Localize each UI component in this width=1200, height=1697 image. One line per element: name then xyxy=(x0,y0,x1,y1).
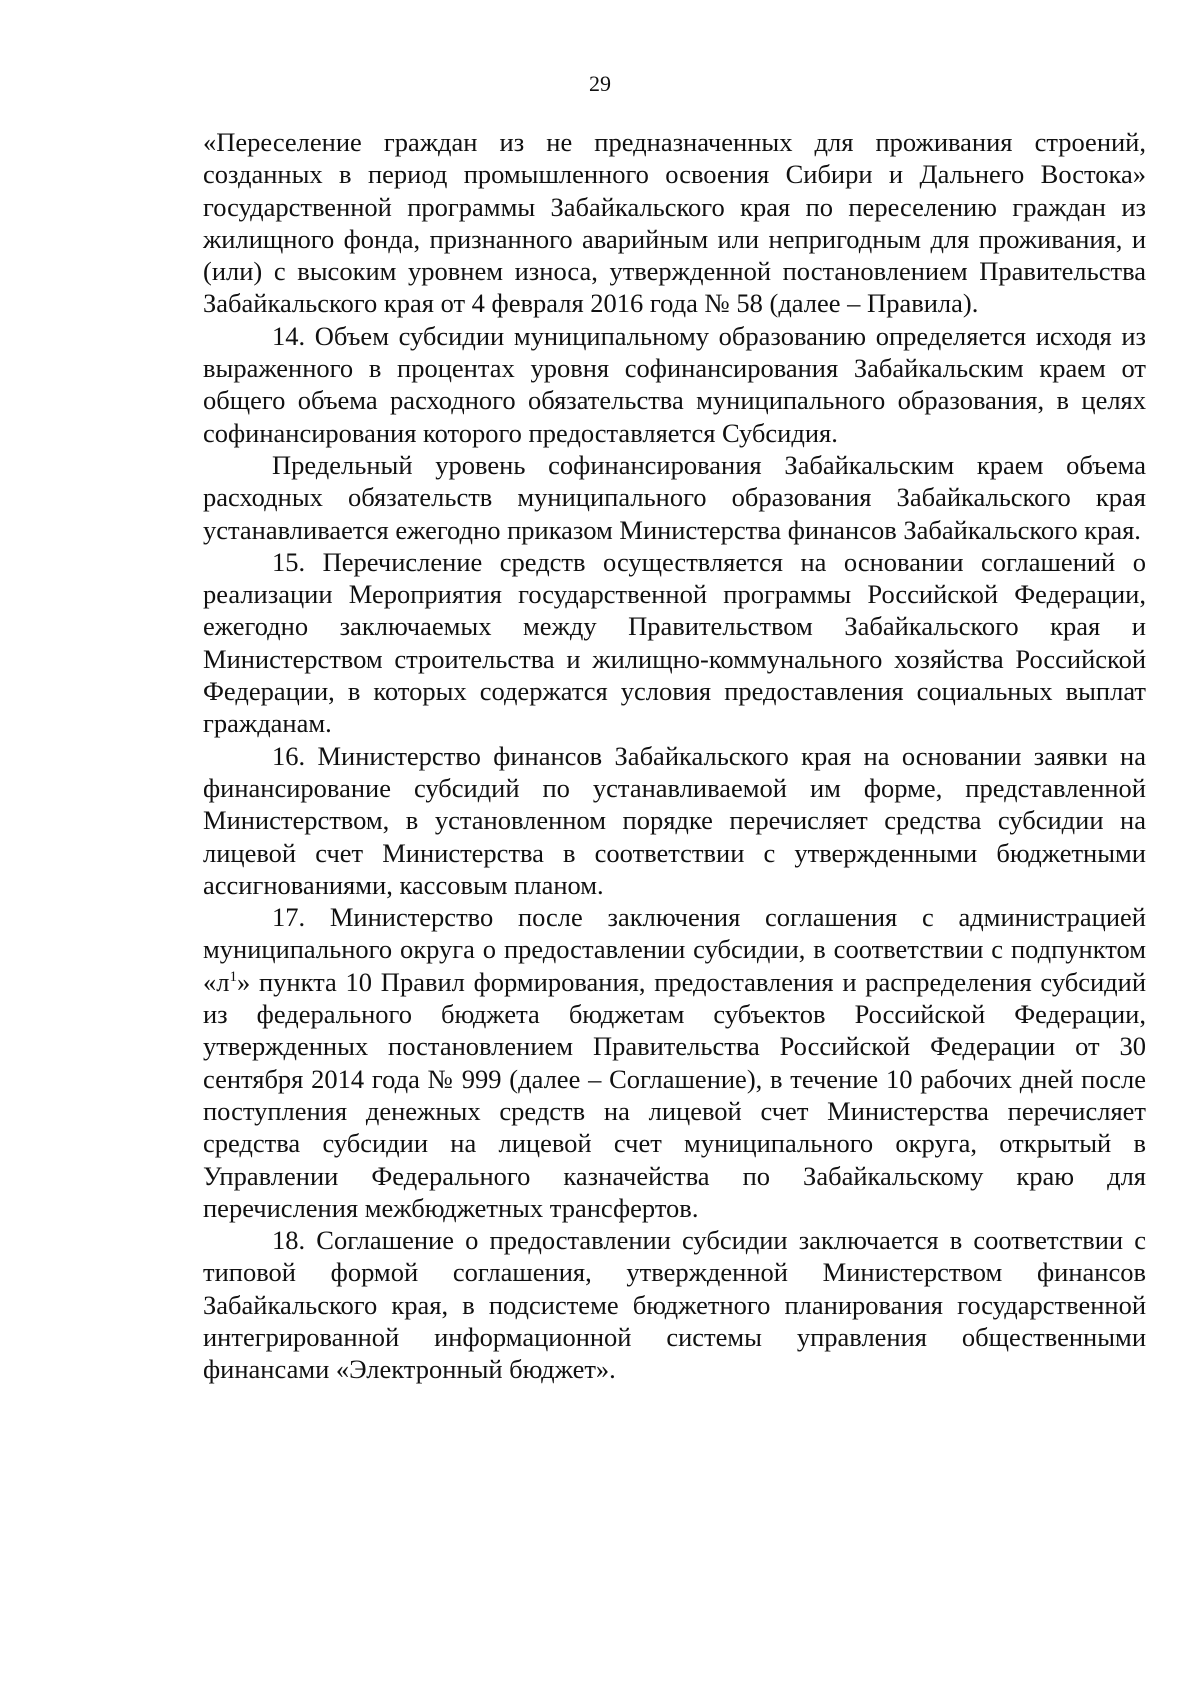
paragraph-item-18: 18. Соглашение о предоставлении субсидии заключается в соответствии с типовой формой соглашения, утвержденной Министерством финансов Забайкальского края, в подсистеме бюджетного планирования государственной интегрированной информационной системы управления общественными финансами «Электронный бюджет». xyxy=(203,1225,1146,1385)
paragraph-item-17-text-start: 17. Министерство после заключения соглашения с администрацией муниципального округа о предоставлении субсидии, в соответствии с подпунктом «л xyxy=(203,902,1146,997)
paragraph-item-17-text-end: » пункта 10 Правил формирования, предоставления и распределения субсидий из федерального бюджета бюджетам субъектов Российской Федерации, утвержденных постановлением Правительства Российской Федерации от 30 сентября 2014 года № 999 (далее – Соглашение), в течение 10 рабочих дней после поступления денежных средств на лицевой счет Министерства перечисляет средства субсидии на лицевой счет муниципального округа, открытый в Управлении Федерального казначейства по Забайкальскому краю для перечисления межбюджетных трансфертов. xyxy=(203,966,1146,1223)
paragraph-rules-continuation: «Переселение граждан из не предназначенных для проживания строений, созданных в период промышленного освоения Сибири и Дальнего Востока» государственной программы Забайкальского края по переселению граждан из жилищного фонда, признанного аварийным или непригодным для проживания, и (или) с высоким уровнем износа, утвержденной постановлением Правительства Забайкальского края от 4 февраля 2016 года № 58 (далее – Правила). xyxy=(203,127,1146,319)
paragraph-item-17 xyxy=(203,901,1146,1224)
superscript-marker: 1 xyxy=(229,968,237,985)
page-number: 29 xyxy=(589,71,611,96)
document-body xyxy=(203,126,1146,1386)
paragraph-item-14: 14. Объем субсидии муниципальному образованию определяется исходя из выраженного в процентах уровня софинансирования Забайкальским краем от общего объема расходного обязательства муниципального образования, в целях софинансирования которого предоставляется Субсидия. xyxy=(203,320,1146,448)
paragraph-cofinancing-limit: Предельный уровень софинансирования Забайкальским краем объема расходных обязательств муниципального образования Забайкальского края устанавливается ежегодно приказом Министерства финансов Забайкальского края. xyxy=(203,449,1146,545)
paragraph-item-15: 15. Перечисление средств осуществляется на основании соглашений о реализации Мероприятия государственной программы Российской Федерации, ежегодно заключаемых между Правительством Забайкальского края и Министерством строительства и жилищно-коммунального хозяйства Российской Федерации, в которых содержатся условия предоставления социальных выплат гражданам. xyxy=(203,546,1146,739)
paragraph-item-16: 16. Министерство финансов Забайкальского края на основании заявки на финансирование субсидий по устанавливаемой им форме, представленной Министерством, в установленном порядке перечисляет средства субсидии на лицевой счет Министерства в соответствии с утвержденными бюджетными ассигнованиями, кассовым планом. xyxy=(203,740,1146,900)
